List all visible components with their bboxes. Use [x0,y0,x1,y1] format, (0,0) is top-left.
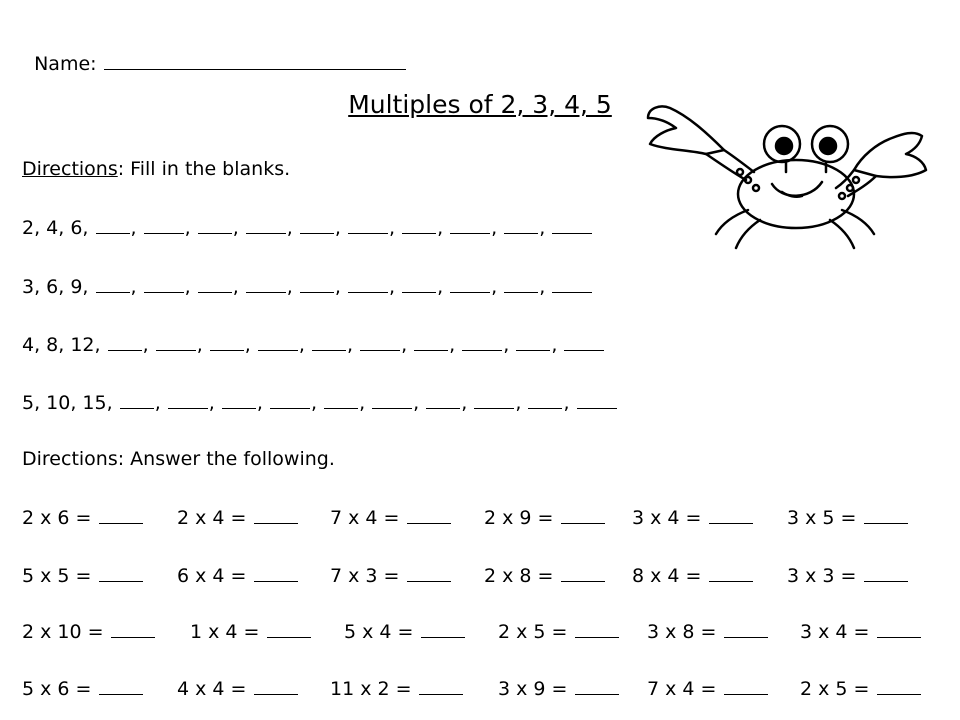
blank[interactable] [516,349,550,351]
name-label: Name: [34,53,97,75]
name-row [22,36,407,74]
answer-blank[interactable] [419,693,463,695]
answer-blank[interactable] [99,522,143,524]
sequence-row: 4, 8, 12, , , , , , , , , , [22,336,605,355]
blank[interactable] [504,291,538,293]
answer-blank[interactable] [864,522,908,524]
blank[interactable] [96,291,130,293]
blank[interactable] [552,291,592,293]
answer-blank[interactable] [111,636,155,638]
blank[interactable] [300,232,334,234]
blank[interactable] [450,232,490,234]
equation: 2 x 8 = [484,567,606,586]
equation: 3 x 5 = [787,509,909,528]
blank[interactable] [168,407,208,409]
equation: 11 x 2 = [330,680,464,699]
blank[interactable] [474,407,514,409]
blank[interactable] [348,232,388,234]
blank[interactable] [144,232,184,234]
equation: 4 x 4 = [177,680,299,699]
sequence-row: 2, 4, 6, , , , , , , , , , [22,219,593,238]
equation: 3 x 8 = [647,623,769,642]
blank[interactable] [246,291,286,293]
equation: 6 x 4 = [177,567,299,586]
equation: 7 x 4 = [330,509,452,528]
answer-blank[interactable] [709,522,753,524]
blank[interactable] [210,349,244,351]
equation: 1 x 4 = [190,623,312,642]
directions-label: Directions [22,158,118,180]
answer-blank[interactable] [267,636,311,638]
answer-blank[interactable] [724,693,768,695]
blank[interactable] [462,349,502,351]
sequence-start: 2, 4, 6, [22,217,89,239]
blank[interactable] [348,291,388,293]
answer-blank[interactable] [407,522,451,524]
answer-blank[interactable] [99,580,143,582]
blank[interactable] [144,291,184,293]
answer-blank[interactable] [99,693,143,695]
equation: 2 x 4 = [177,509,299,528]
answer-blank[interactable] [724,636,768,638]
answer-blank[interactable] [709,580,753,582]
worksheet-title: Multiples of 2, 3, 4, 5 [348,90,612,119]
equation: 2 x 5 = [800,680,922,699]
blank[interactable] [577,407,617,409]
answer-blank[interactable] [864,580,908,582]
directions-answer: Directions: Answer the following. [22,448,335,470]
answer-blank[interactable] [877,693,921,695]
answer-blank[interactable] [877,636,921,638]
equation: 2 x 6 = [22,509,144,528]
blank[interactable] [360,349,400,351]
answer-blank[interactable] [254,580,298,582]
blank[interactable] [300,291,334,293]
answer-blank[interactable] [575,693,619,695]
answer-blank[interactable] [254,522,298,524]
answer-blank[interactable] [407,580,451,582]
blank[interactable] [324,407,358,409]
equation: 3 x 3 = [787,567,909,586]
answer-blank[interactable] [254,693,298,695]
equation: 5 x 5 = [22,567,144,586]
equation: 8 x 4 = [632,567,754,586]
blank[interactable] [426,407,460,409]
directions-text: : Fill in the blanks. [117,158,291,180]
blank[interactable] [528,407,562,409]
blank[interactable] [198,232,232,234]
sequence-start: 3, 6, 9, [22,276,89,298]
equation: 5 x 4 = [344,623,466,642]
blank[interactable] [402,291,436,293]
sequence-start: 4, 8, 12, [22,334,101,356]
blank[interactable] [270,407,310,409]
blank[interactable] [552,232,592,234]
blank[interactable] [504,232,538,234]
directions-fill [22,160,290,179]
equation: 2 x 9 = [484,509,606,528]
crab-illustration [636,92,936,252]
sequence-start: 5, 10, 15, [22,392,113,414]
equation: 2 x 5 = [498,623,620,642]
answer-blank[interactable] [561,580,605,582]
blank[interactable] [414,349,448,351]
blank[interactable] [120,407,154,409]
blank[interactable] [372,407,412,409]
blank[interactable] [108,349,142,351]
sequence-row: 3, 6, 9, , , , , , , , , , [22,278,593,297]
answer-blank[interactable] [561,522,605,524]
answer-blank[interactable] [575,636,619,638]
blank[interactable] [450,291,490,293]
blank[interactable] [156,349,196,351]
blank[interactable] [312,349,346,351]
equation: 7 x 3 = [330,567,452,586]
blank[interactable] [564,349,604,351]
blank[interactable] [402,232,436,234]
blank[interactable] [96,232,130,234]
equation: 3 x 9 = [498,680,620,699]
blank[interactable] [246,232,286,234]
blank[interactable] [198,291,232,293]
equation: 3 x 4 = [800,623,922,642]
equation: 2 x 10 = [22,623,156,642]
sequence-row: 5, 10, 15, , , , , , , , , , [22,394,618,413]
equation: 7 x 4 = [647,680,769,699]
name-blank[interactable] [104,68,406,70]
blank[interactable] [222,407,256,409]
answer-blank[interactable] [421,636,465,638]
equation: 3 x 4 = [632,509,754,528]
equation: 5 x 6 = [22,680,144,699]
blank[interactable] [258,349,298,351]
